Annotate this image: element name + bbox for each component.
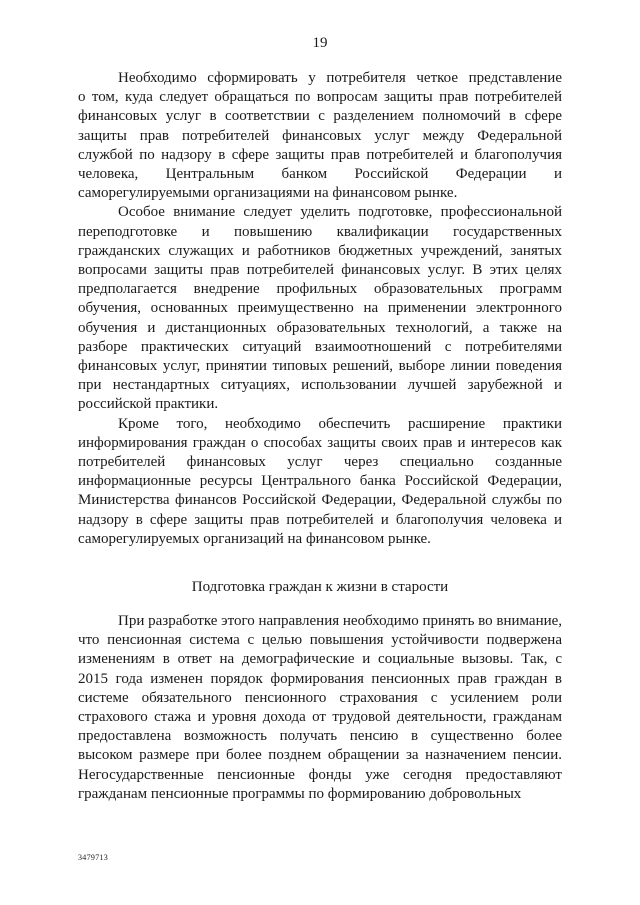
text-line: российской практики. bbox=[78, 396, 219, 413]
text-line: изменениям в ответ на демографические и социальные вызовы. Так, с bbox=[78, 651, 562, 668]
body-text-upper bbox=[78, 69, 562, 549]
paragraph bbox=[78, 612, 562, 804]
text-line: системе обязательного пенсионного страхования с усилением роли bbox=[78, 689, 562, 706]
text-line: защиты прав потребителей финансовых услуг между Федеральной bbox=[78, 127, 562, 144]
text-line: саморегулируемых организаций на финансовом рынке. bbox=[78, 530, 431, 547]
section-heading: Подготовка граждан к жизни в старости bbox=[191, 579, 449, 595]
text-line: финансовых услуг, принятии типовых решений, выборе линии поведения bbox=[78, 358, 562, 375]
text-line: службой по надзору в сфере защиты прав потребителей и благополучия bbox=[78, 146, 562, 163]
document-registration-number: 3479713 bbox=[78, 853, 109, 862]
text-line: Необходимо сформировать у потребителя четкое представление bbox=[118, 70, 562, 86]
text-line: Особое внимание следует уделить подготовке, профессиональной bbox=[118, 204, 562, 221]
text-line: Негосударственные пенсионные фонды уже сегодня предоставляют bbox=[78, 766, 562, 783]
text-line: гражданам пенсионные программы по формированию добровольных bbox=[78, 785, 522, 802]
body-text-lower bbox=[78, 612, 562, 804]
text-line: высоком размере при более позднем обращении за назначением пенсии. bbox=[78, 747, 562, 764]
page-number: 19 bbox=[312, 35, 328, 51]
text-line: Кроме того, необходимо обеспечить расширение практики bbox=[118, 415, 562, 432]
text-line: страхового стажа и уровня дохода от трудовой деятельности, гражданам bbox=[78, 709, 562, 726]
section-heading-block bbox=[78, 578, 562, 597]
text-line: надзору в сфере защиты прав потребителей и благополучия человека и bbox=[78, 511, 562, 528]
text-line: о том, куда следует обращаться по вопросам защиты прав потребителей bbox=[78, 89, 562, 106]
text-line: Министерства финансов Российской Федерации, Федеральной службы по bbox=[78, 492, 562, 509]
text-line: что пенсионная система с целью повышения устойчивости подвержена bbox=[78, 632, 562, 649]
text-line: информационные ресурсы Центрального банка Российской Федерации, bbox=[78, 473, 562, 490]
text-line: финансовых услуг в соответствии с разделением полномочий в сфере bbox=[78, 108, 562, 125]
text-line: потребителей финансовых услуг через специально созданные bbox=[78, 454, 562, 471]
text-line: обучения, основанных преимущественно на применении электронного bbox=[78, 300, 562, 317]
paragraph bbox=[78, 203, 562, 414]
paragraph bbox=[78, 69, 562, 203]
text-line: при нестандартных ситуациях, использовании лучшей зарубежной и bbox=[78, 377, 562, 394]
paragraph bbox=[78, 415, 562, 549]
text-line: вопросами защиты прав потребителей финансовых услуг. В этих целях bbox=[78, 262, 562, 279]
text-line: переподготовке и повышению квалификации государственных bbox=[78, 223, 562, 240]
text-line: разборе практических ситуаций взаимоотношений с потребителями bbox=[78, 338, 562, 355]
text-line: обучения и дистанционных образовательных технологий, а также на bbox=[78, 319, 562, 336]
text-line: саморегулируемыми организациями на финансовом рынке. bbox=[78, 185, 458, 202]
text-line: предполагается внедрение профильных образовательных программ bbox=[78, 281, 562, 298]
text-line: гражданских служащих и работников бюджетных учреждений, занятых bbox=[78, 242, 562, 259]
text-line: При разработке этого направления необходимо принять во внимание, bbox=[118, 613, 563, 629]
text-line: предоставлена возможность получать пенсию в существенно более bbox=[78, 728, 562, 745]
text-line: информирования граждан о способах защиты своих прав и интересов как bbox=[78, 434, 562, 451]
text-line: 2015 года изменен порядок формирования пенсионных прав граждан в bbox=[78, 670, 562, 687]
text-line: человека, Центральным банком Российской Федерации и bbox=[78, 166, 562, 183]
